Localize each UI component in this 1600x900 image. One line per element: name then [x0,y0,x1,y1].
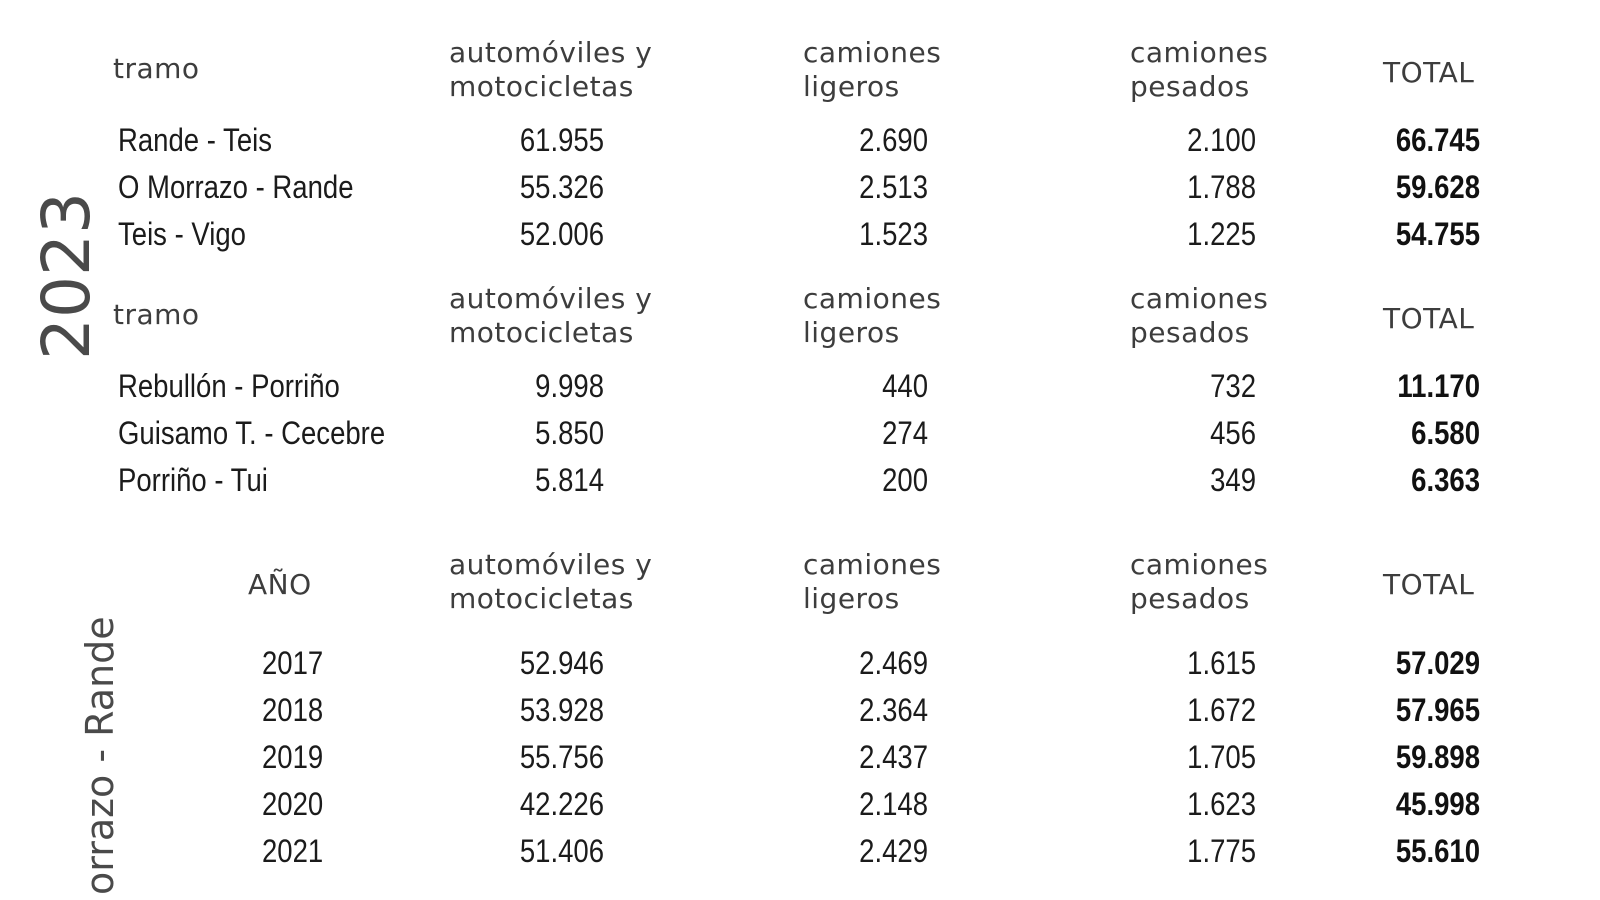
header-pesados-line1: camiones [1130,282,1269,315]
cell-ligeros: 440 [882,368,928,404]
table-row [0,117,1600,163]
cell-anio: 2020 [262,786,324,822]
cell-ligeros: 2.364 [859,692,928,728]
cell-autos: 52.946 [519,645,604,681]
cell-autos: 55.326 [519,169,604,205]
cell-ligeros: 2.690 [859,122,928,158]
header-pesados-line1: camiones [1130,548,1269,581]
header-total: TOTAL [1383,568,1475,601]
cell-total: 57.029 [1395,645,1480,681]
year-label: 2023 [28,192,105,360]
header-ligeros-line1: camiones [803,282,942,315]
header-pesados-line2: pesados [1130,582,1250,615]
header-ligeros-line1: camiones [803,548,942,581]
header-total: TOTAL [1383,302,1475,335]
table3-header [0,548,1600,628]
cell-ligeros: 2.469 [859,645,928,681]
table2-header [0,282,1600,362]
table-row [0,410,1600,456]
table-row [0,457,1600,503]
cell-pesados: 732 [1210,368,1256,404]
header-autos-line1: automóviles y [449,548,653,581]
header-ligeros-line2: ligeros [803,316,900,349]
header-tramo: tramo [113,52,200,85]
header-ligeros-line2: ligeros [803,582,900,615]
cell-ligeros: 2.148 [859,786,928,822]
header-autos-line1: automóviles y [449,282,653,315]
header-ligeros-line2: ligeros [803,70,900,103]
cell-total: 6.363 [1411,462,1480,498]
header-pesados [1130,36,1268,104]
section-label: orrazo - Rande [78,616,122,895]
cell-autos: 9.998 [535,368,604,404]
cell-anio: 2018 [262,692,324,728]
cell-pesados: 349 [1210,462,1256,498]
header-autos-line2: motocicletas [449,582,634,615]
table-row [0,164,1600,210]
header-autos [449,36,652,104]
table-row [0,640,1600,686]
cell-pesados: 1.705 [1187,739,1256,775]
cell-total: 11.170 [1397,368,1480,404]
cell-tramo: Teis - Vigo [118,216,246,252]
cell-pesados: 1.615 [1187,645,1256,681]
header-ligeros [803,282,941,350]
header-pesados [1130,548,1268,616]
header-tramo: tramo [113,298,200,331]
cell-autos: 61.955 [519,122,604,158]
cell-tramo: Rande - Teis [118,122,272,158]
cell-tramo: Rebullón - Porriño [118,368,340,404]
header-autos-line2: motocicletas [449,70,634,103]
cell-autos: 55.756 [519,739,604,775]
cell-total: 59.628 [1395,169,1480,205]
cell-autos: 5.850 [535,415,604,451]
header-autos [449,282,652,350]
cell-total: 66.745 [1395,122,1480,158]
header-pesados [1130,282,1268,350]
header-ligeros [803,36,941,104]
cell-total: 55.610 [1395,833,1480,869]
cell-ligeros: 200 [882,462,928,498]
cell-anio: 2021 [262,833,324,869]
cell-ligeros: 2.437 [859,739,928,775]
header-pesados-line2: pesados [1130,70,1250,103]
cell-pesados: 1.623 [1187,786,1256,822]
cell-total: 59.898 [1395,739,1480,775]
cell-autos: 42.226 [519,786,604,822]
header-pesados-line1: camiones [1130,36,1269,69]
header-autos [449,548,652,616]
header-total: TOTAL [1383,56,1475,89]
cell-anio: 2019 [262,739,324,775]
cell-ligeros: 1.523 [859,216,928,252]
cell-total: 45.998 [1395,786,1480,822]
table-row [0,687,1600,733]
cell-ligeros: 2.513 [859,169,928,205]
header-ligeros-line1: camiones [803,36,942,69]
cell-ligeros: 2.429 [859,833,928,869]
table-row [0,828,1600,874]
cell-pesados: 456 [1210,415,1256,451]
table-row [0,363,1600,409]
header-ligeros [803,548,941,616]
header-autos-line2: motocicletas [449,316,634,349]
cell-pesados: 2.100 [1187,122,1256,158]
cell-total: 54.755 [1395,216,1480,252]
cell-tramo: O Morrazo - Rande [118,169,354,205]
cell-total: 6.580 [1411,415,1480,451]
cell-tramo: Porriño - Tui [118,462,268,498]
cell-ligeros: 274 [882,415,928,451]
cell-anio: 2017 [262,645,324,681]
cell-pesados: 1.775 [1187,833,1256,869]
cell-autos: 51.406 [519,833,604,869]
cell-autos: 5.814 [535,462,604,498]
cell-total: 57.965 [1395,692,1480,728]
table-row [0,734,1600,780]
header-pesados-line2: pesados [1130,316,1250,349]
cell-tramo: Guisamo T. - Cecebre [118,415,386,451]
table-row [0,781,1600,827]
cell-autos: 52.006 [519,216,604,252]
header-anio: AÑO [248,568,312,601]
cell-pesados: 1.788 [1187,169,1256,205]
table-row [0,211,1600,257]
header-autos-line1: automóviles y [449,36,653,69]
cell-autos: 53.928 [519,692,604,728]
table1-header [0,36,1600,116]
cell-pesados: 1.225 [1187,216,1256,252]
cell-pesados: 1.672 [1187,692,1256,728]
